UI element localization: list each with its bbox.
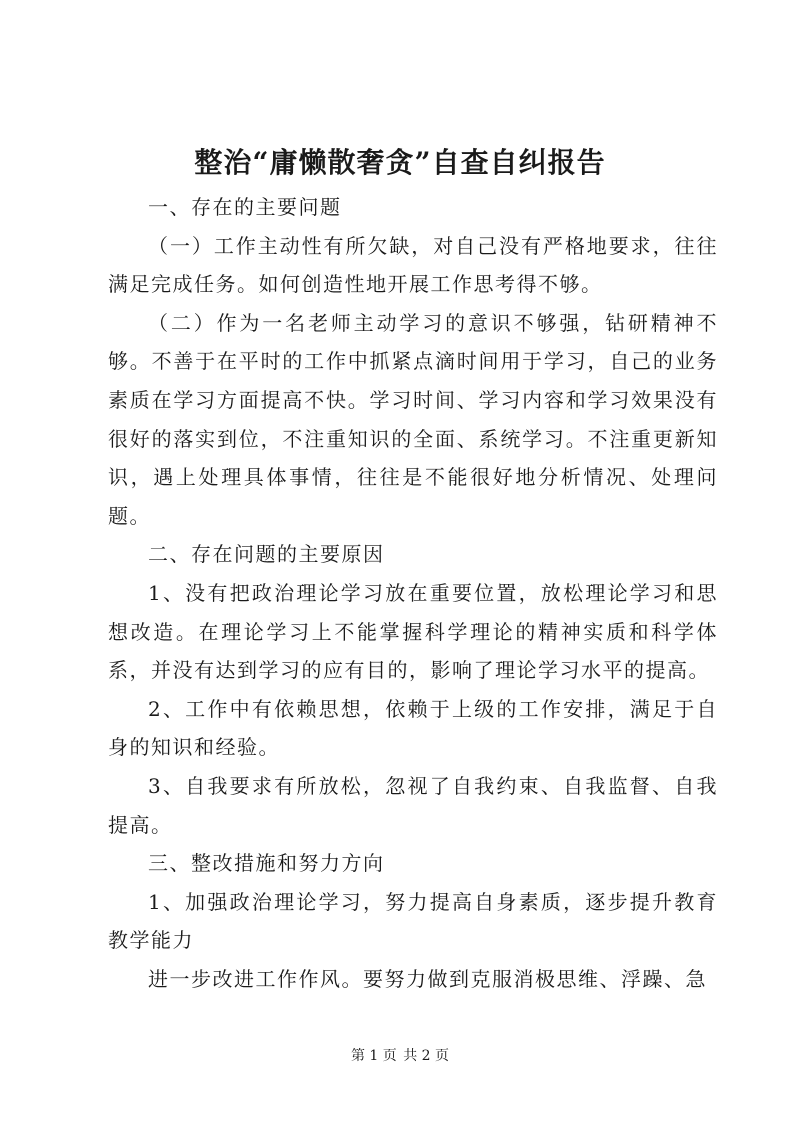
section-heading-measures: 三、整改措施和努力方向: [148, 851, 385, 876]
document-body: [108, 188, 718, 998]
total-pages: 共 2 页: [403, 1048, 450, 1064]
page-footer: [0, 1046, 800, 1066]
paragraph-problem-2: （二）作为一名老师主动学习的意识不够强，钻研精神不够。不善于在平时的工作中抓紧点滴时间用于学习，自己的业务素质在学习方面提高不快。学习时间、学习内容和学习效果没有很好的落实到位，不注重知识的全面、系统学习。不注重更新知识，遇上处理具体事情，往往是不能很好地分析情况、处理问题。: [108, 310, 718, 528]
section-heading-causes: 二、存在问题的主要原因: [148, 542, 385, 567]
paragraph-cause-1: 1、没有把政治理论学习放在重要位置，放松理论学习和思想改造。在理论学习上不能掌握科学理论的精神实质和科学体系，并没有达到学习的应有目的，影响了理论学习水平的提高。: [108, 580, 718, 683]
paragraph-cause-3: 3、自我要求有所放松，忽视了自我约束、自我监督、自我提高。: [108, 773, 718, 837]
paragraph-measure-continued: 进一步改进工作作风。要努力做到克服消极思维、浮躁、急: [148, 966, 707, 991]
section-heading-problems: 一、存在的主要问题: [148, 195, 342, 219]
page-number: 第 1 页: [350, 1048, 397, 1064]
paragraph-measure-1: 1、加强政治理论学习，努力提高自身素质，逐步提升教育教学能力: [108, 889, 718, 953]
document-title: 整治“庸懒散奢贪”自查自纠报告: [194, 146, 606, 179]
paragraph-cause-2: 2、工作中有依赖思想，依赖于上级的工作安排，满足于自身的知识和经验。: [108, 696, 718, 760]
paragraph-problem-1: （一）工作主动性有所欠缺，对自己没有严格地要求，往往满足完成任务。如何创造性地开展工作思考得不够。: [108, 233, 718, 297]
